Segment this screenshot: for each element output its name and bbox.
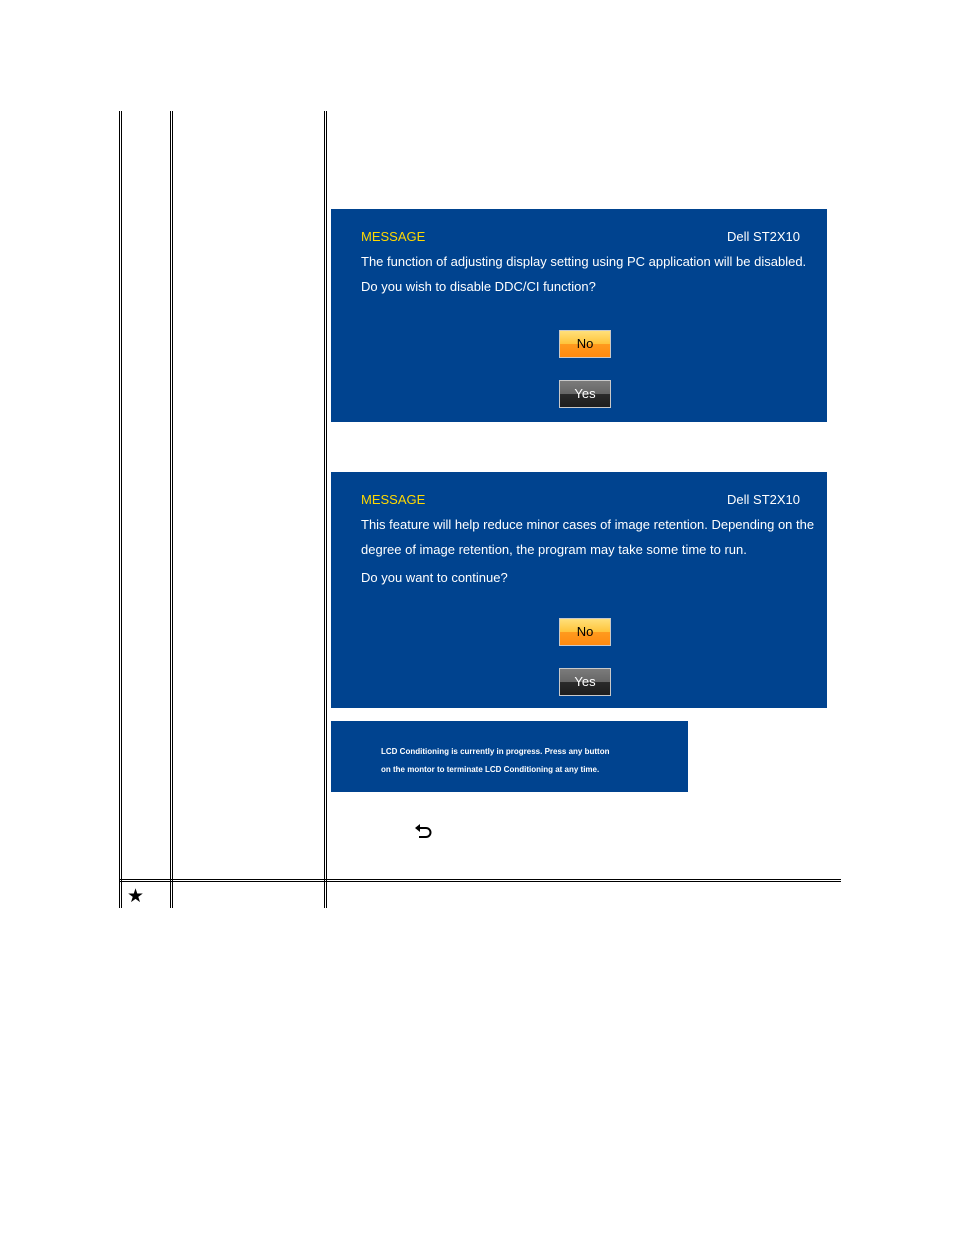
message-brand: Dell ST2X10 — [727, 229, 800, 244]
back-arrow-icon — [414, 822, 434, 840]
message-text: This feature will help reduce minor cases of image retention. Depending on the — [361, 517, 815, 532]
message-text: The function of adjusting display setting using PC application will be disabled. — [361, 254, 807, 269]
lcd-conditioning-progress-notice — [331, 721, 688, 792]
table-border-left — [119, 111, 122, 908]
star-icon: ★ — [127, 886, 145, 907]
message-text: degree of image retention, the program may take some time to run. — [361, 542, 747, 557]
message-title: MESSAGE — [361, 492, 426, 507]
notice-text: on the montor to terminate LCD Conditioning at any time. — [381, 765, 600, 774]
message-question: Do you want to continue? — [361, 570, 508, 585]
lcd-conditioning-message-dialog — [331, 472, 827, 708]
notice-text: LCD Conditioning is currently in progress. Press any button — [381, 747, 610, 756]
yes-button[interactable]: Yes — [559, 380, 611, 408]
message-brand: Dell ST2X10 — [727, 492, 800, 507]
message-title: MESSAGE — [361, 229, 426, 244]
table-border-col1 — [170, 111, 173, 908]
ddcci-message-dialog — [331, 209, 827, 422]
no-button[interactable]: No — [559, 330, 611, 358]
no-button[interactable]: No — [559, 618, 611, 646]
message-question: Do you wish to disable DDC/CI function? — [361, 279, 596, 294]
table-row-divider — [119, 879, 841, 882]
table-border-col2 — [324, 111, 327, 908]
yes-button[interactable]: Yes — [559, 668, 611, 696]
